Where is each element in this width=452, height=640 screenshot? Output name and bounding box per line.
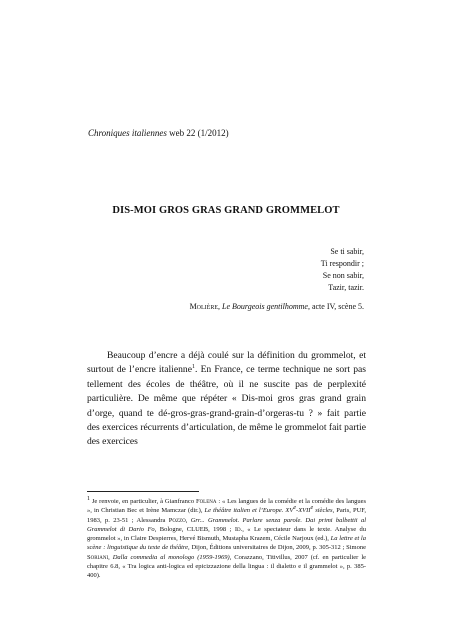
paragraph-text: . En France, ce terme technique ne sort pas tellement des écoles de théâtre, où il ne suscite pas de perplexité particulière. De même que répéter « Dis-moi gros gras grand grain d’orge, quand te dé-gros-gras-grand-grain-d’orgeras-tu ? » fait partie des exercices récurrents d’articulation, de même le grommelot fait partie des exercices [87,364,366,448]
epigraph-work: Le Bourgeois gentilhomme [222,302,308,311]
footnote-text: , [108,553,113,561]
superscript: e [293,505,297,512]
epigraph-line: Se ti sabir, [330,247,364,256]
epigraph-source: Molière, Le Bourgeois gentilhomme, acte IV, scène 5. [189,302,364,311]
epigraph-line: Ti respondir ; [320,259,364,268]
footnote-separator [87,491,199,492]
issue-info: web 22 (1/2012) [166,128,229,138]
footnote-work: La lettre et la scène : linguistique du texte de théâtre [87,535,366,552]
footnote-text: : « Les langues de la comédie et la comédie des langues », in Christian Bec et Irène Mamczar (dir.), [87,498,367,515]
epigraph-line: Tazir, tazir. [328,283,364,292]
footnote-text: , Corazzano, Titivillus, 2007 (cf. en particulier le chapitre 6.8, « Tra logica anti-logica ed epicizzazione della lingua : il dialetto e il grammelot », p. 385-400). [87,553,367,580]
epigraph-location: , acte IV, scène 5. [307,302,364,311]
footnote-text: , Bologne, CLUEB, 1998 ; [154,525,235,533]
footnote-work-text: siècles [313,507,333,515]
footnote-author: Soriani [87,553,109,561]
footnote-text: , [185,516,191,524]
footnote-work-text: -XVII [296,507,311,515]
footnote-text: , « Le spectateur dans le texte. Analyse du grommelot », in Claire Despierres, Hervé Bismuth, Mustapha Krazem, Cécile Narjoux (ed.), [87,525,366,543]
body-paragraph [87,349,366,450]
footnote-work: Dalla commedia al monologo (1959-1969) [112,553,230,561]
footnote-work [205,507,333,514]
footnote-work-text: Le théâtre italien et l’Europe. XV [204,507,294,515]
footnote-text: , Dijon, Éditions universitaires de Dijon, 2009, p. 305-312 ; Simone [188,544,366,552]
epigraph-author: Molière [189,302,219,311]
footnote-number: 1 [87,495,90,502]
journal-name: Chroniques italiennes [88,128,167,138]
footnote-author: Folena [195,498,217,505]
footnote-1 [87,497,366,581]
running-header [88,128,229,138]
epigraph-verse [321,246,364,294]
superscript: e [310,505,314,512]
footnote-work: Grr... Grammelot. Parlare senza parole. Dai primi balbettii al Grammelot di Dario Fo [87,516,366,533]
footnote-text: , Paris, PUF, 1983, p. 23-51 ; Alessandra [87,507,367,524]
footnote-author: Id. [234,525,243,533]
footnote-reference[interactable]: 1 [191,364,195,371]
footnote-author: Pozzo [168,516,186,524]
footnote-text: Je renvoie, en particulier, à Gianfranco [90,498,196,505]
epigraph-line: Se non sabir, [322,271,364,280]
paragraph-text: Beaucoup d’encre a déjà coulé sur la définition du grommelot, et surtout de l’encre italienne [87,350,366,376]
article-title: DIS-MOI GROS GRAS GRAND GROMMELOT [112,205,340,216]
